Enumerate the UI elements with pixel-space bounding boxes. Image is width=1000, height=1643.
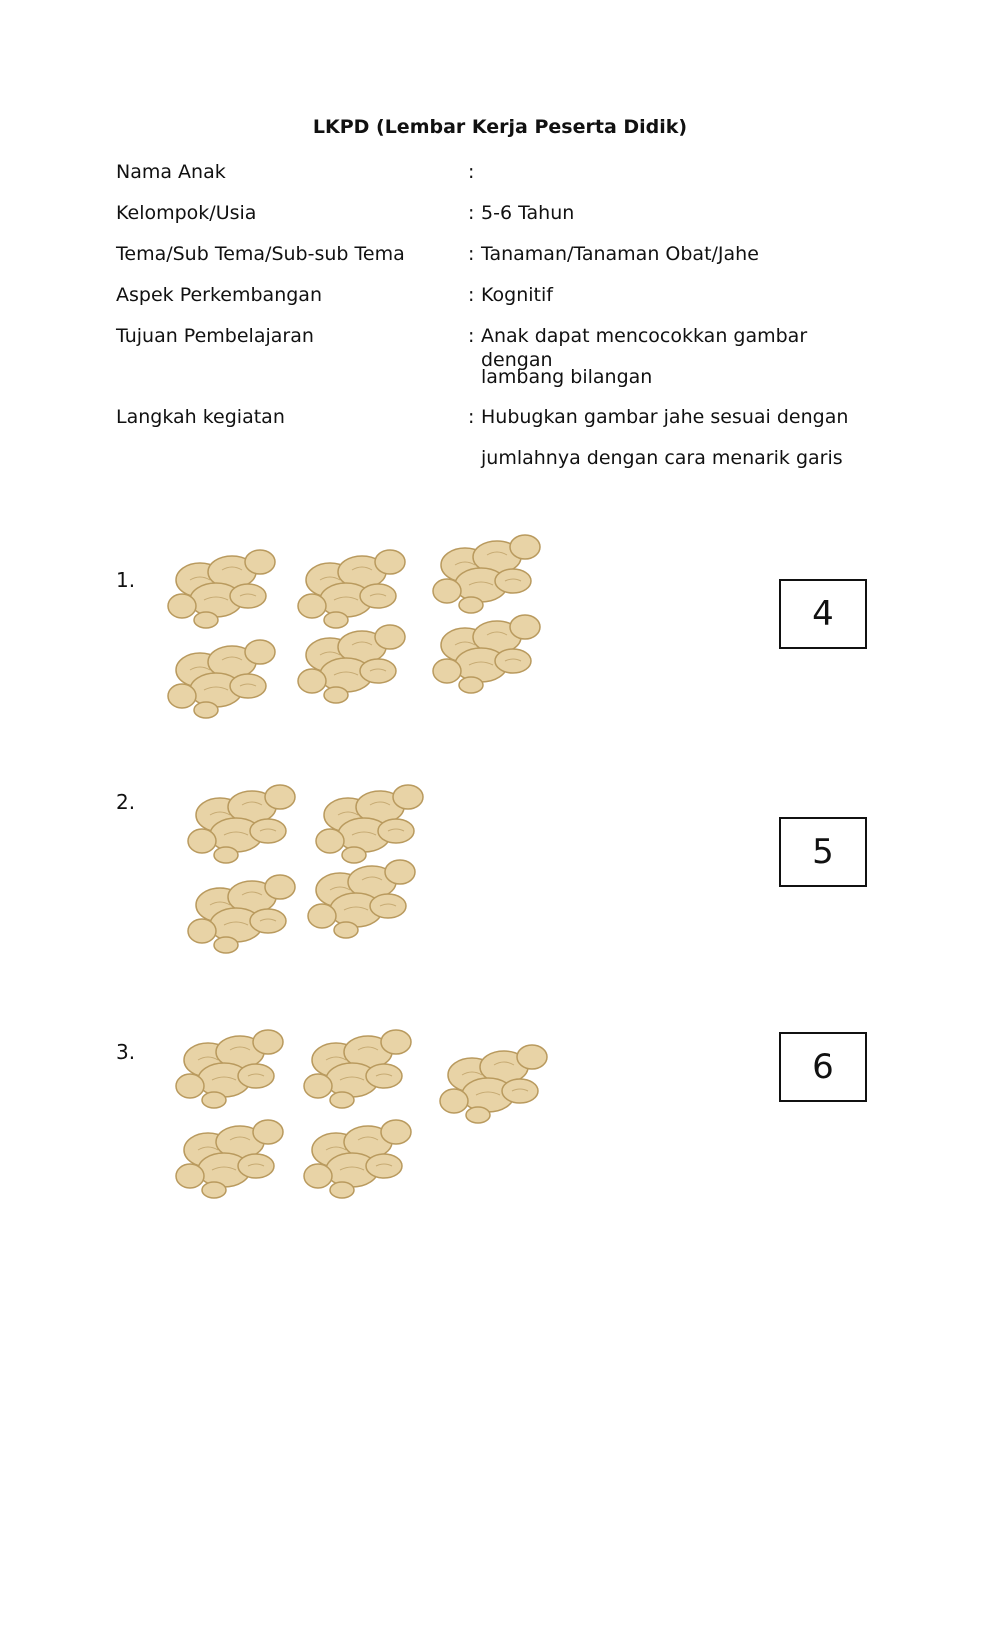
- field-value-tujuan-line2: lambang bilangan: [481, 366, 653, 388]
- field-colon: :: [468, 284, 475, 306]
- ginger-image: [180, 865, 304, 955]
- item-number: 2.: [116, 790, 136, 814]
- ginger-image: [425, 605, 549, 695]
- item-number: 3.: [116, 1040, 136, 1064]
- field-label-aspek: Aspek Perkembangan: [116, 284, 322, 306]
- field-colon: :: [468, 243, 475, 265]
- ginger-image: [160, 540, 284, 630]
- ginger-image: [296, 1020, 420, 1110]
- field-value-tema: Tanaman/Tanaman Obat/Jahe: [481, 243, 759, 265]
- ginger-image: [290, 615, 414, 705]
- field-value-kelompok: 5-6 Tahun: [481, 202, 575, 224]
- ginger-image: [432, 1035, 556, 1125]
- ginger-image: [160, 630, 284, 720]
- field-value-langkah: Hubugkan gambar jahe sesuai dengan: [481, 406, 849, 428]
- answer-box[interactable]: 4: [779, 579, 867, 649]
- ginger-image: [180, 775, 304, 865]
- field-value-aspek: Kognitif: [481, 284, 553, 306]
- field-value-tujuan: Anak dapat mencocokkan gambar dengan: [481, 325, 808, 371]
- field-label-langkah: Langkah kegiatan: [116, 406, 285, 428]
- field-colon: :: [468, 406, 475, 428]
- answer-box[interactable]: 6: [779, 1032, 867, 1102]
- field-colon: :: [468, 202, 475, 224]
- field-label-tujuan: Tujuan Pembelajaran: [116, 325, 314, 347]
- field-value-langkah-line2: jumlahnya dengan cara menarik garis: [481, 447, 843, 469]
- ginger-image: [300, 850, 424, 940]
- ginger-image: [168, 1110, 292, 1200]
- field-label-nama-anak: Nama Anak: [116, 161, 226, 183]
- ginger-image: [168, 1020, 292, 1110]
- ginger-image: [296, 1110, 420, 1200]
- item-number: 1.: [116, 568, 136, 592]
- field-label-tema: Tema/Sub Tema/Sub-sub Tema: [116, 243, 405, 265]
- answer-box[interactable]: 5: [779, 817, 867, 887]
- worksheet-title: LKPD (Lembar Kerja Peserta Didik): [312, 116, 688, 138]
- field-colon: :: [468, 325, 475, 347]
- field-colon: :: [468, 161, 475, 183]
- ginger-image: [425, 525, 549, 615]
- field-label-kelompok: Kelompok/Usia: [116, 202, 257, 224]
